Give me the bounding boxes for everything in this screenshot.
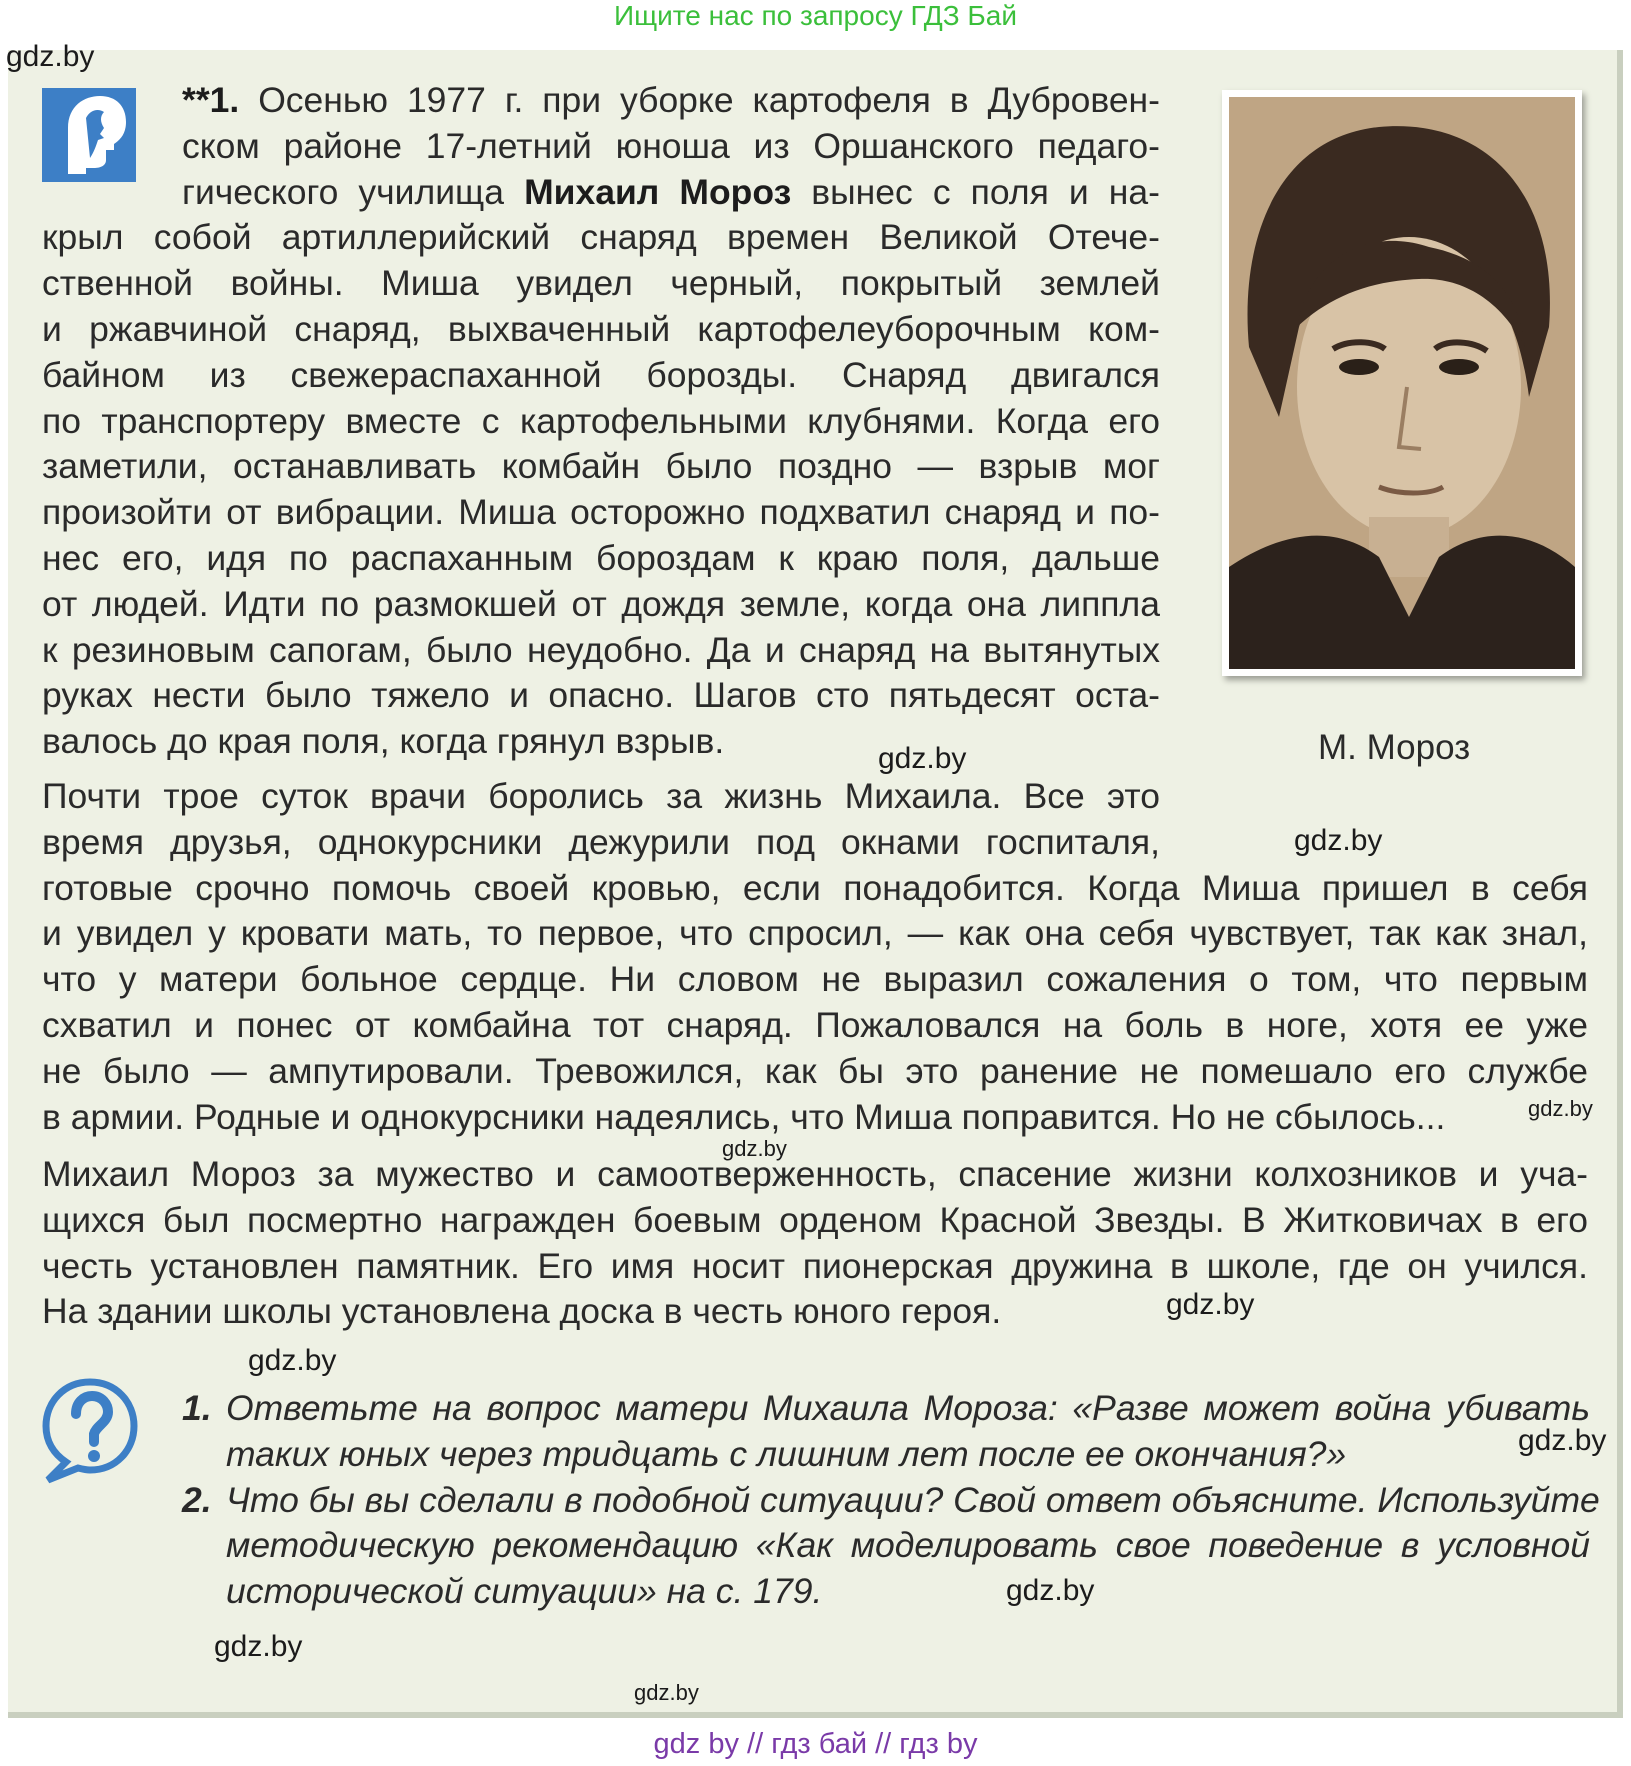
question-item: 2. Что бы вы сделали в подобной ситуации? Свой ответ объясните. Используйте методическую рекомендацию «Как моделировать свое поведение в условной исторической ситуации» на с. 179. xyxy=(182,1479,1600,1612)
watermark: gdz.by xyxy=(248,1344,337,1377)
watermark: gdz.by xyxy=(214,1630,303,1663)
watermark: gdz.by xyxy=(1006,1574,1095,1607)
question-item: 1. Ответьте на вопрос матери Михаила Мороза: «Разве может война убивать таких юных через тридцать с лишним лет после ее окончания?» xyxy=(182,1388,1590,1474)
questions-list xyxy=(182,1386,1600,1615)
portrait-photo xyxy=(1222,90,1582,676)
watermark: gdz.by xyxy=(878,742,967,775)
watermark: gdz.by xyxy=(1528,1096,1593,1121)
watermark: gdz.by xyxy=(722,1136,787,1161)
top-banner[interactable]: Ищите нас по запросу ГДЗ Бай xyxy=(613,0,1018,31)
footer-links[interactable]: gdz by // гдз бай // гдз by xyxy=(653,1728,978,1760)
watermark: gdz.by xyxy=(634,1680,699,1705)
hero-name: Михаил Мороз xyxy=(524,171,792,212)
story-paragraph-3: Михаил Мороз за мужество и самоотверженность, спасение жизни колхозников и уча- щихся был посмертно награжден боевым орденом Красной Звезды. В Житковичах в его честь установлен памятник. Его имя носит пионерская дружина в школе, где он учился. На здании школы установлена доска в честь юного героя. xyxy=(42,1154,1588,1332)
watermark: gdz.by xyxy=(1294,824,1383,857)
watermark: gdz.by xyxy=(6,40,95,73)
story-paragraph-2: Почти трое суток врачи боролись за жизнь Михаила. Все это время друзья, однокурсники дежурили под окнами госпиталя, готовые срочно помочь своей кровью, если понадобится. Когда Миша пришел в себя и увидел у кровати мать, то первое, что спросил, — как она себя чувствует, так как знал, что у матери больное сердце. Ни словом не выразил сожаления о том, что первым схватил и понес от комбайна тот снаряд. Пожаловался на боль в ноге, хотя ее уже не было — ампутировали. Тревожился, как бы это ранение не помешало его службе в армии. Родные и однокурсники надеялись, что Миша поправится. Но не сбылось... xyxy=(42,776,1588,1137)
exercise-marker: **1. xyxy=(182,80,240,120)
watermark: gdz.by xyxy=(1166,1288,1255,1321)
portrait-image xyxy=(1229,97,1575,669)
photo-caption: М. Мороз xyxy=(1318,728,1471,767)
watermark: gdz.by xyxy=(1518,1424,1607,1457)
question-mark-icon xyxy=(40,1376,140,1484)
story-paragraph-1: **1. Осенью 1977 г. при уборке картофеля в Дубровен- ском районе 17-летний юноша из Оршанского педаго- гического училища Михаил Мороз вынес с поля и на- крыл собой артиллерийский снаряд времен Великой Отече- ственной войны. Миша увидел черный, покрытый землей и ржавчиной снаряд, выхваченный картофелеуборочным ком- байном из свежераспаханной борозды. Снаряд двигался по транспортеру вместе с картофельными клубнями. Когда его заметили, останавливать комбайн было поздно — взрыв мог произойти от вибрации. Миша осторожно подхватил снаряд и по- нес его, идя по распаханным бороздам к краю поля, дальше от людей. Идти по размокшей от дождя земле, когда она липпла к резиновым сапогам, было неудобно. Да и снаряд на вытянутых руках нести было тяжело и опасно. Шагов сто пятьдесят оста- валось до края поля, когда грянул взрыв. xyxy=(42,80,1160,762)
